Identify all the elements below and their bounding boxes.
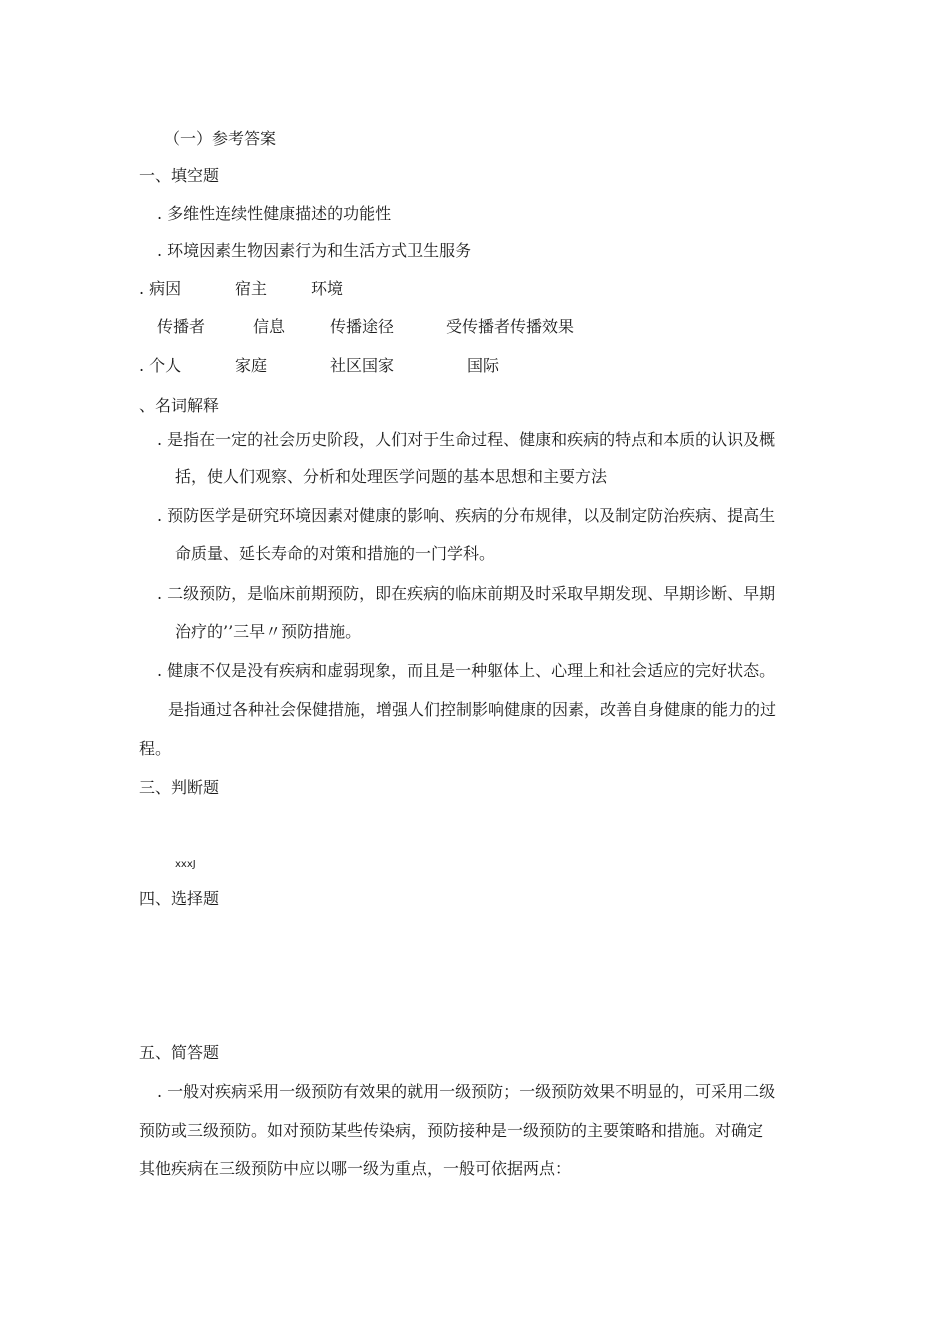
fill-answer-5-d: 国际 (467, 356, 500, 375)
heading-choice: 四、选择题 (139, 889, 220, 908)
term-2-line-1: . 预防医学是研究环境因素对健康的影响、疾病的分布规律，以及制定防治疾病、提高生 (157, 506, 776, 525)
fill-answer-4-a: 传播者 (157, 317, 206, 336)
fill-answer-2: . 环境因素生物因素行为和生活方式卫生服务 (157, 241, 472, 260)
fill-answer-1: . 多维性连续性健康描述的功能性 (157, 204, 392, 223)
doc-title: （一）参考答案 (164, 129, 277, 148)
short-answer-line-2: 预防或三级预防。如对预防某些传染病，预防接种是一级预防的主要策略和措施。对确定 (139, 1121, 764, 1140)
term-5-line-2: 程。 (139, 739, 172, 758)
term-2-line-2: 命质量、延长寿命的对策和措施的一门学科。 (175, 544, 496, 563)
fill-answer-4-d: 受传播者传播效果 (446, 317, 575, 336)
heading-terms: 、名词解释 (139, 396, 220, 415)
term-1-line-1: . 是指在一定的社会历史阶段，人们对于生命过程、健康和疾病的特点和本质的认识及概 (157, 430, 776, 449)
fill-answer-5-a: . 个人 (139, 356, 182, 375)
heading-short-answer: 五、简答题 (139, 1043, 220, 1062)
term-3-line-1: . 二级预防，是临床前期预防，即在疾病的临床前期及时采取早期发现、早期诊断、早期 (157, 584, 776, 603)
fill-answer-3-c: 环境 (311, 279, 344, 298)
fill-answer-4-c: 传播途径 (330, 317, 395, 336)
fill-answer-3-a: . 病因 (139, 279, 182, 298)
short-answer-line-3: 其他疾病在三级预防中应以哪一级为重点，一般可依据两点： (139, 1159, 572, 1178)
term-3-line-2: 治疗的’’三早〃预防措施。 (175, 622, 362, 641)
heading-fill-blank: 一、填空题 (139, 166, 220, 185)
fill-answer-3-b: 宿主 (235, 279, 268, 298)
short-answer-line-1: . 一般对疾病采用一级预防有效果的就用一级预防；一级预防效果不明显的，可采用二级 (157, 1082, 776, 1101)
fill-answer-5-b: 家庭 (235, 356, 268, 375)
fill-answer-4-b: 信息 (253, 317, 286, 336)
fill-answer-5-c: 社区国家 (330, 356, 395, 375)
term-4: . 健康不仅是没有疾病和虚弱现象，而且是一种躯体上、心理上和社会适应的完好状态。 (157, 661, 776, 680)
term-1-line-2: 括，使人们观察、分析和处理医学问题的基本思想和主要方法 (175, 467, 608, 486)
heading-judge: 三、判断题 (139, 778, 220, 797)
judge-answers: xxxJ (175, 859, 196, 870)
term-5-line-1: 是指通过各种社会保健措施，增强人们控制影响健康的因素，改善自身健康的能力的过 (168, 700, 777, 719)
